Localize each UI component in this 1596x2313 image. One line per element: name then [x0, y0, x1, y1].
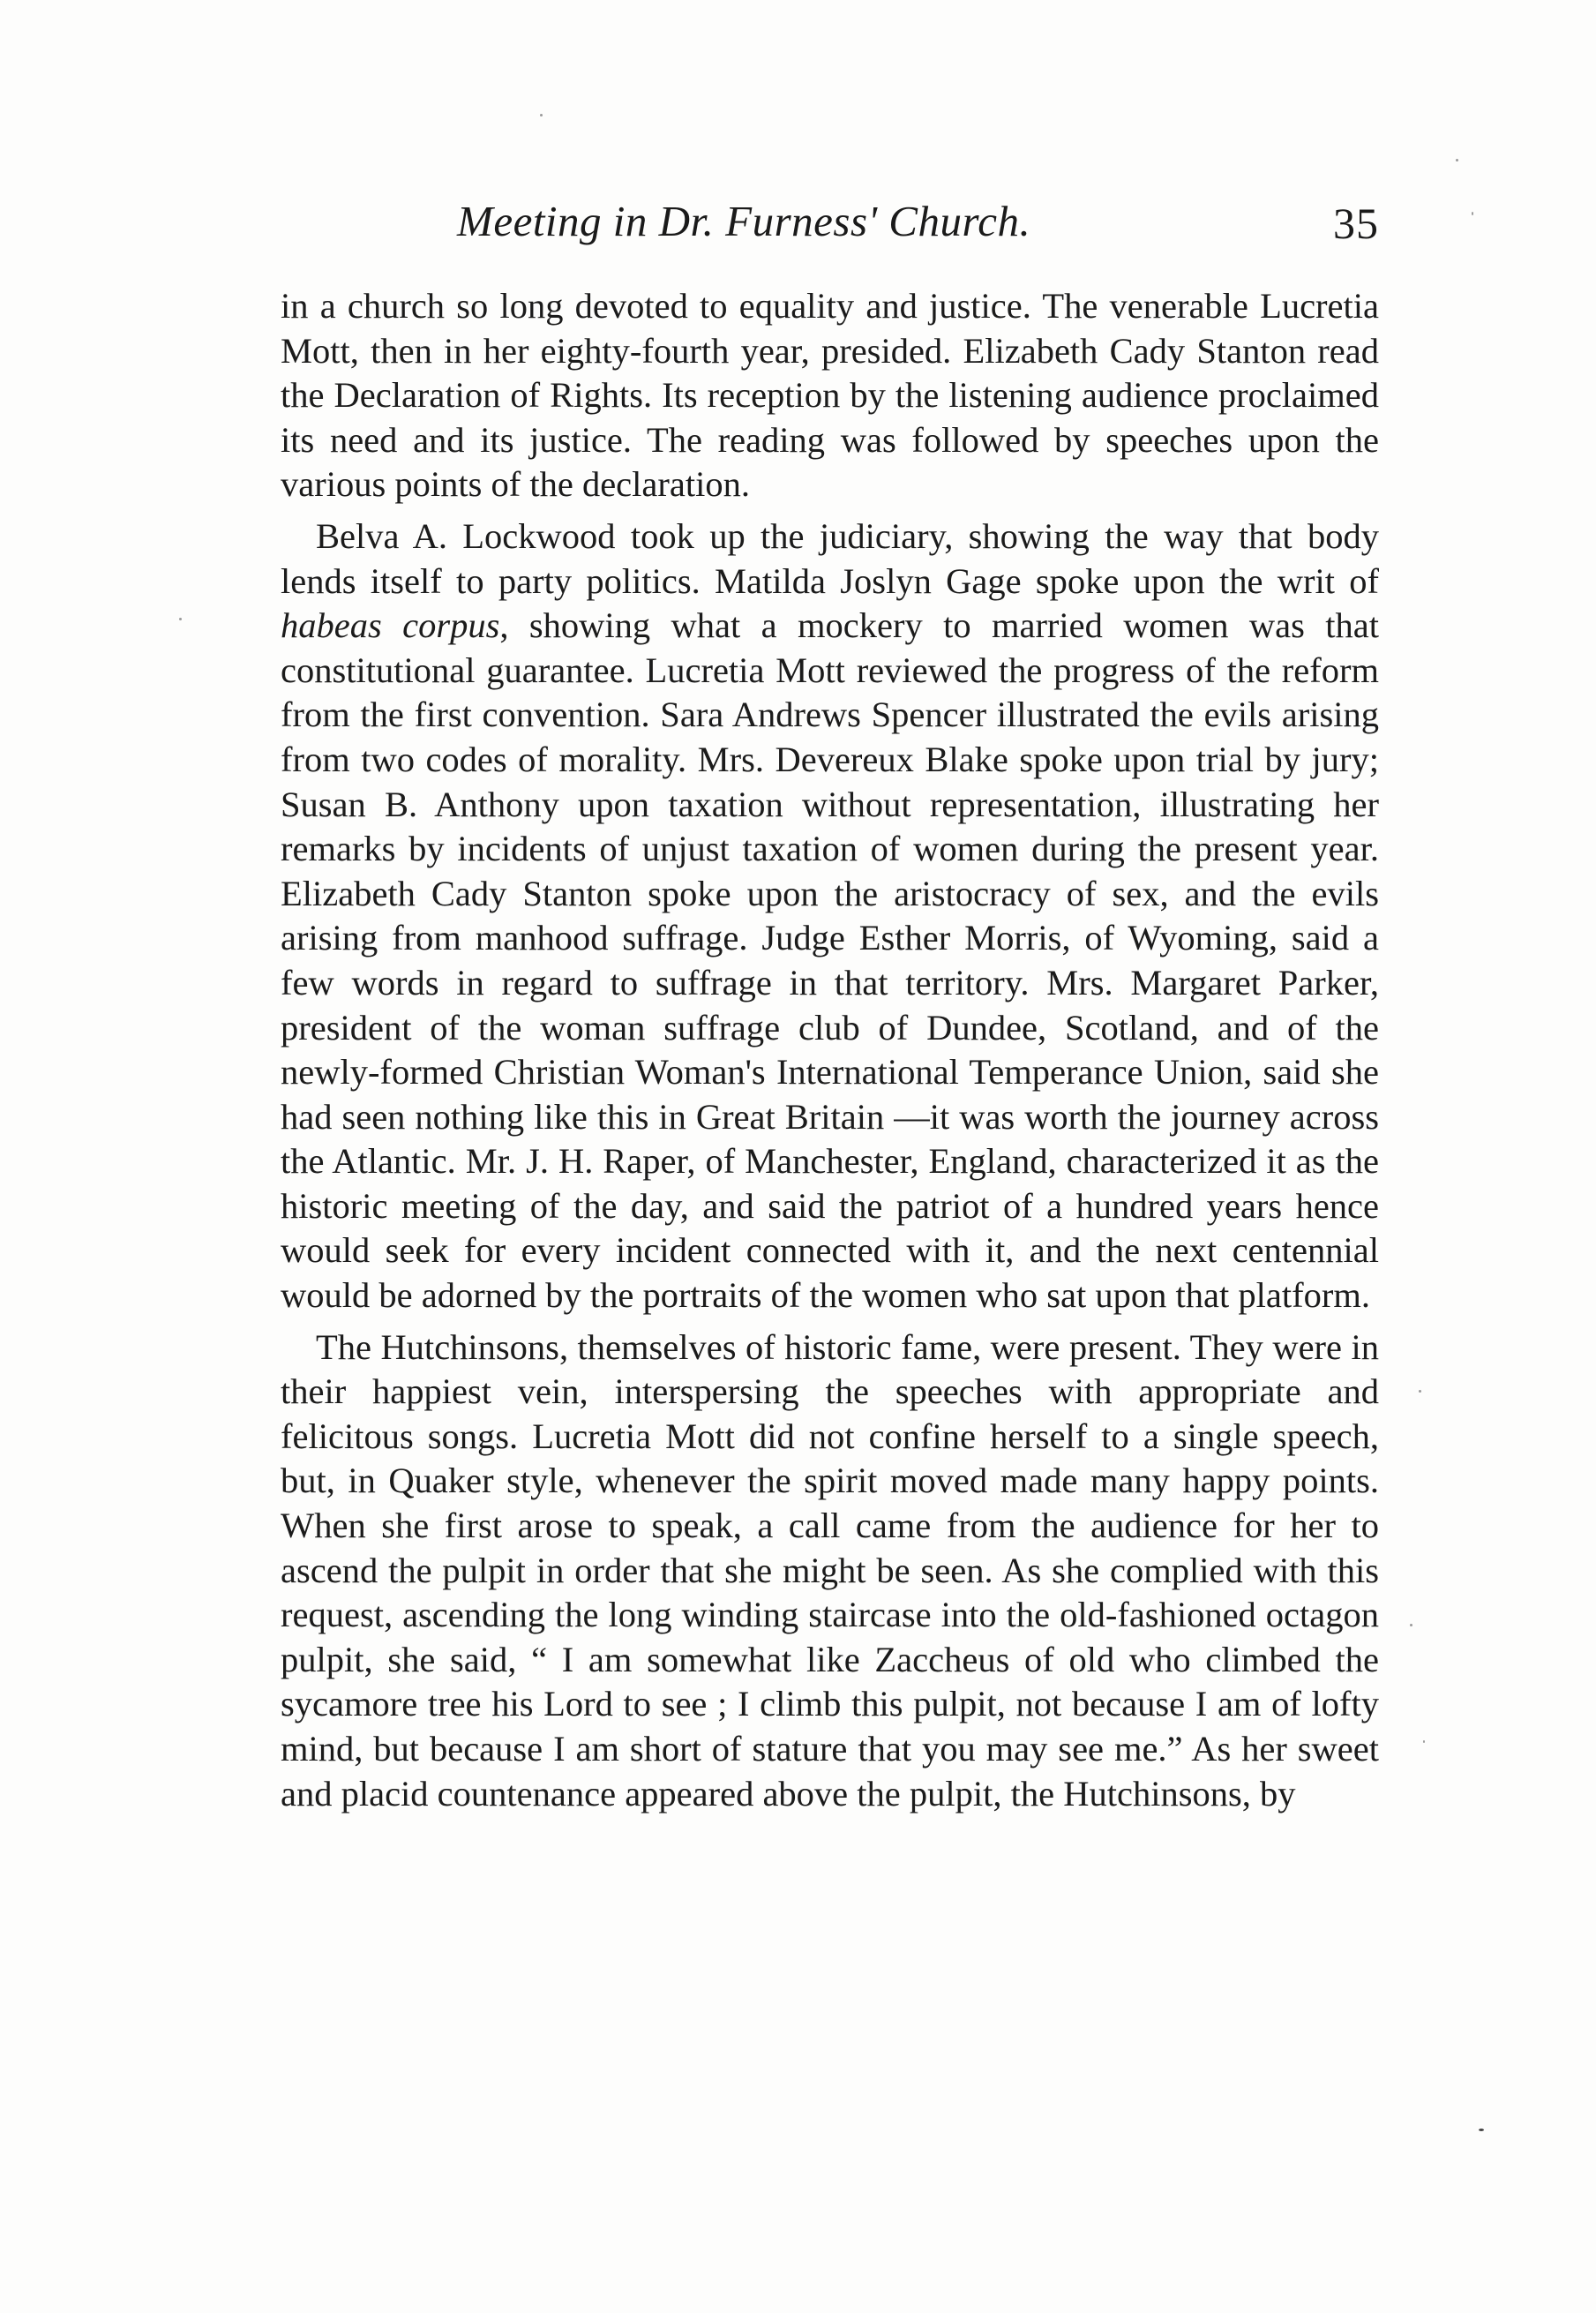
paragraph-2-italic-term: habeas corpus: [281, 605, 500, 646]
body-text: [281, 284, 1379, 1823]
print-speck: [1423, 1740, 1425, 1743]
print-speck: [1419, 1390, 1421, 1393]
print-speck: [1456, 159, 1458, 161]
paragraph-2: [281, 514, 1379, 1318]
print-speck: [1410, 1624, 1412, 1626]
running-head: [281, 196, 1379, 258]
paragraph-2-text-after: , showing what a mockery to married women was that constitutional guarantee. Lucretia Mott reviewed the progress of the reform from the first convention. Sara Andrews Spencer illustrated the evils arising from two codes of morality. Mrs. Devereux Blake spoke upon trial by jury; Susan B. Anthony upon taxation without representation, illustrating her remarks by incidents of unjust taxation of women during the present year. Elizabeth Cady Stanton spoke upon the aristocracy of sex, and the evils arising from manhood suffrage. Judge Esther Morris, of Wyoming, said a few words in regard to suffrage in that territory. Mrs. Margaret Parker, president of the woman suffrage club of Dundee, Scotland, and of the newly-formed Christian Woman's International Temperance Union, said she had seen nothing like this in Great Britain —it was worth the journey across the Atlantic. Mr. J. H. Raper, of Manchester, England, characterized it as the historic meeting of the day, and said the patriot of a hundred years hence would seek for every incident connected with it, and the next centennial would be adorned by the portraits of the women who sat upon that platform.: [281, 605, 1379, 1316]
print-speck: [1479, 2129, 1484, 2131]
running-title: Meeting in Dr. Furness' Church.: [457, 197, 1031, 245]
page-number: 35: [1333, 199, 1379, 248]
print-speck: [540, 114, 543, 116]
paragraph-2-text-before: Belva A. Lockwood took up the judiciary, showing the way that body lends itself to party politics. Matilda Joslyn Gage spoke upon the writ of: [281, 515, 1379, 601]
paragraph-1: [281, 284, 1379, 507]
paragraph-1-text: in a church so long devoted to equality and justice. The venerable Lucretia Mott, then in her eighty-fourth year, presided. Elizabeth Cady Stanton read the Declaration of Rights. Its reception by the listening audience proclaimed its need and its justice. The reading was followed by speeches upon the various points of the declaration.: [281, 286, 1379, 505]
print-speck: [1472, 212, 1473, 215]
paragraph-3: [281, 1325, 1379, 1817]
paragraph-3-text: The Hutchinsons, themselves of historic fame, were present. They were in their happiest vein, interspersing the speeches with appropriate and felicitous songs. Lucretia Mott did not confine herself to a single speech, but, in Quaker style, whenever the spirit moved made many happy points. When she first arose to speak, a call came from the audience for her to ascend the pulpit in order that she might be seen. As she complied with this request, ascending the long winding staircase into the old-fashioned octagon pulpit, she said, “ I am somewhat like Zaccheus of old who climbed the sycamore tree his Lord to see ; I climb this pulpit, not because I am of lofty mind, but because I am short of stature that you may see me.” As her sweet and placid countenance appeared above the pulpit, the Hutchinsons, by: [281, 1326, 1379, 1814]
print-speck: [179, 618, 182, 620]
